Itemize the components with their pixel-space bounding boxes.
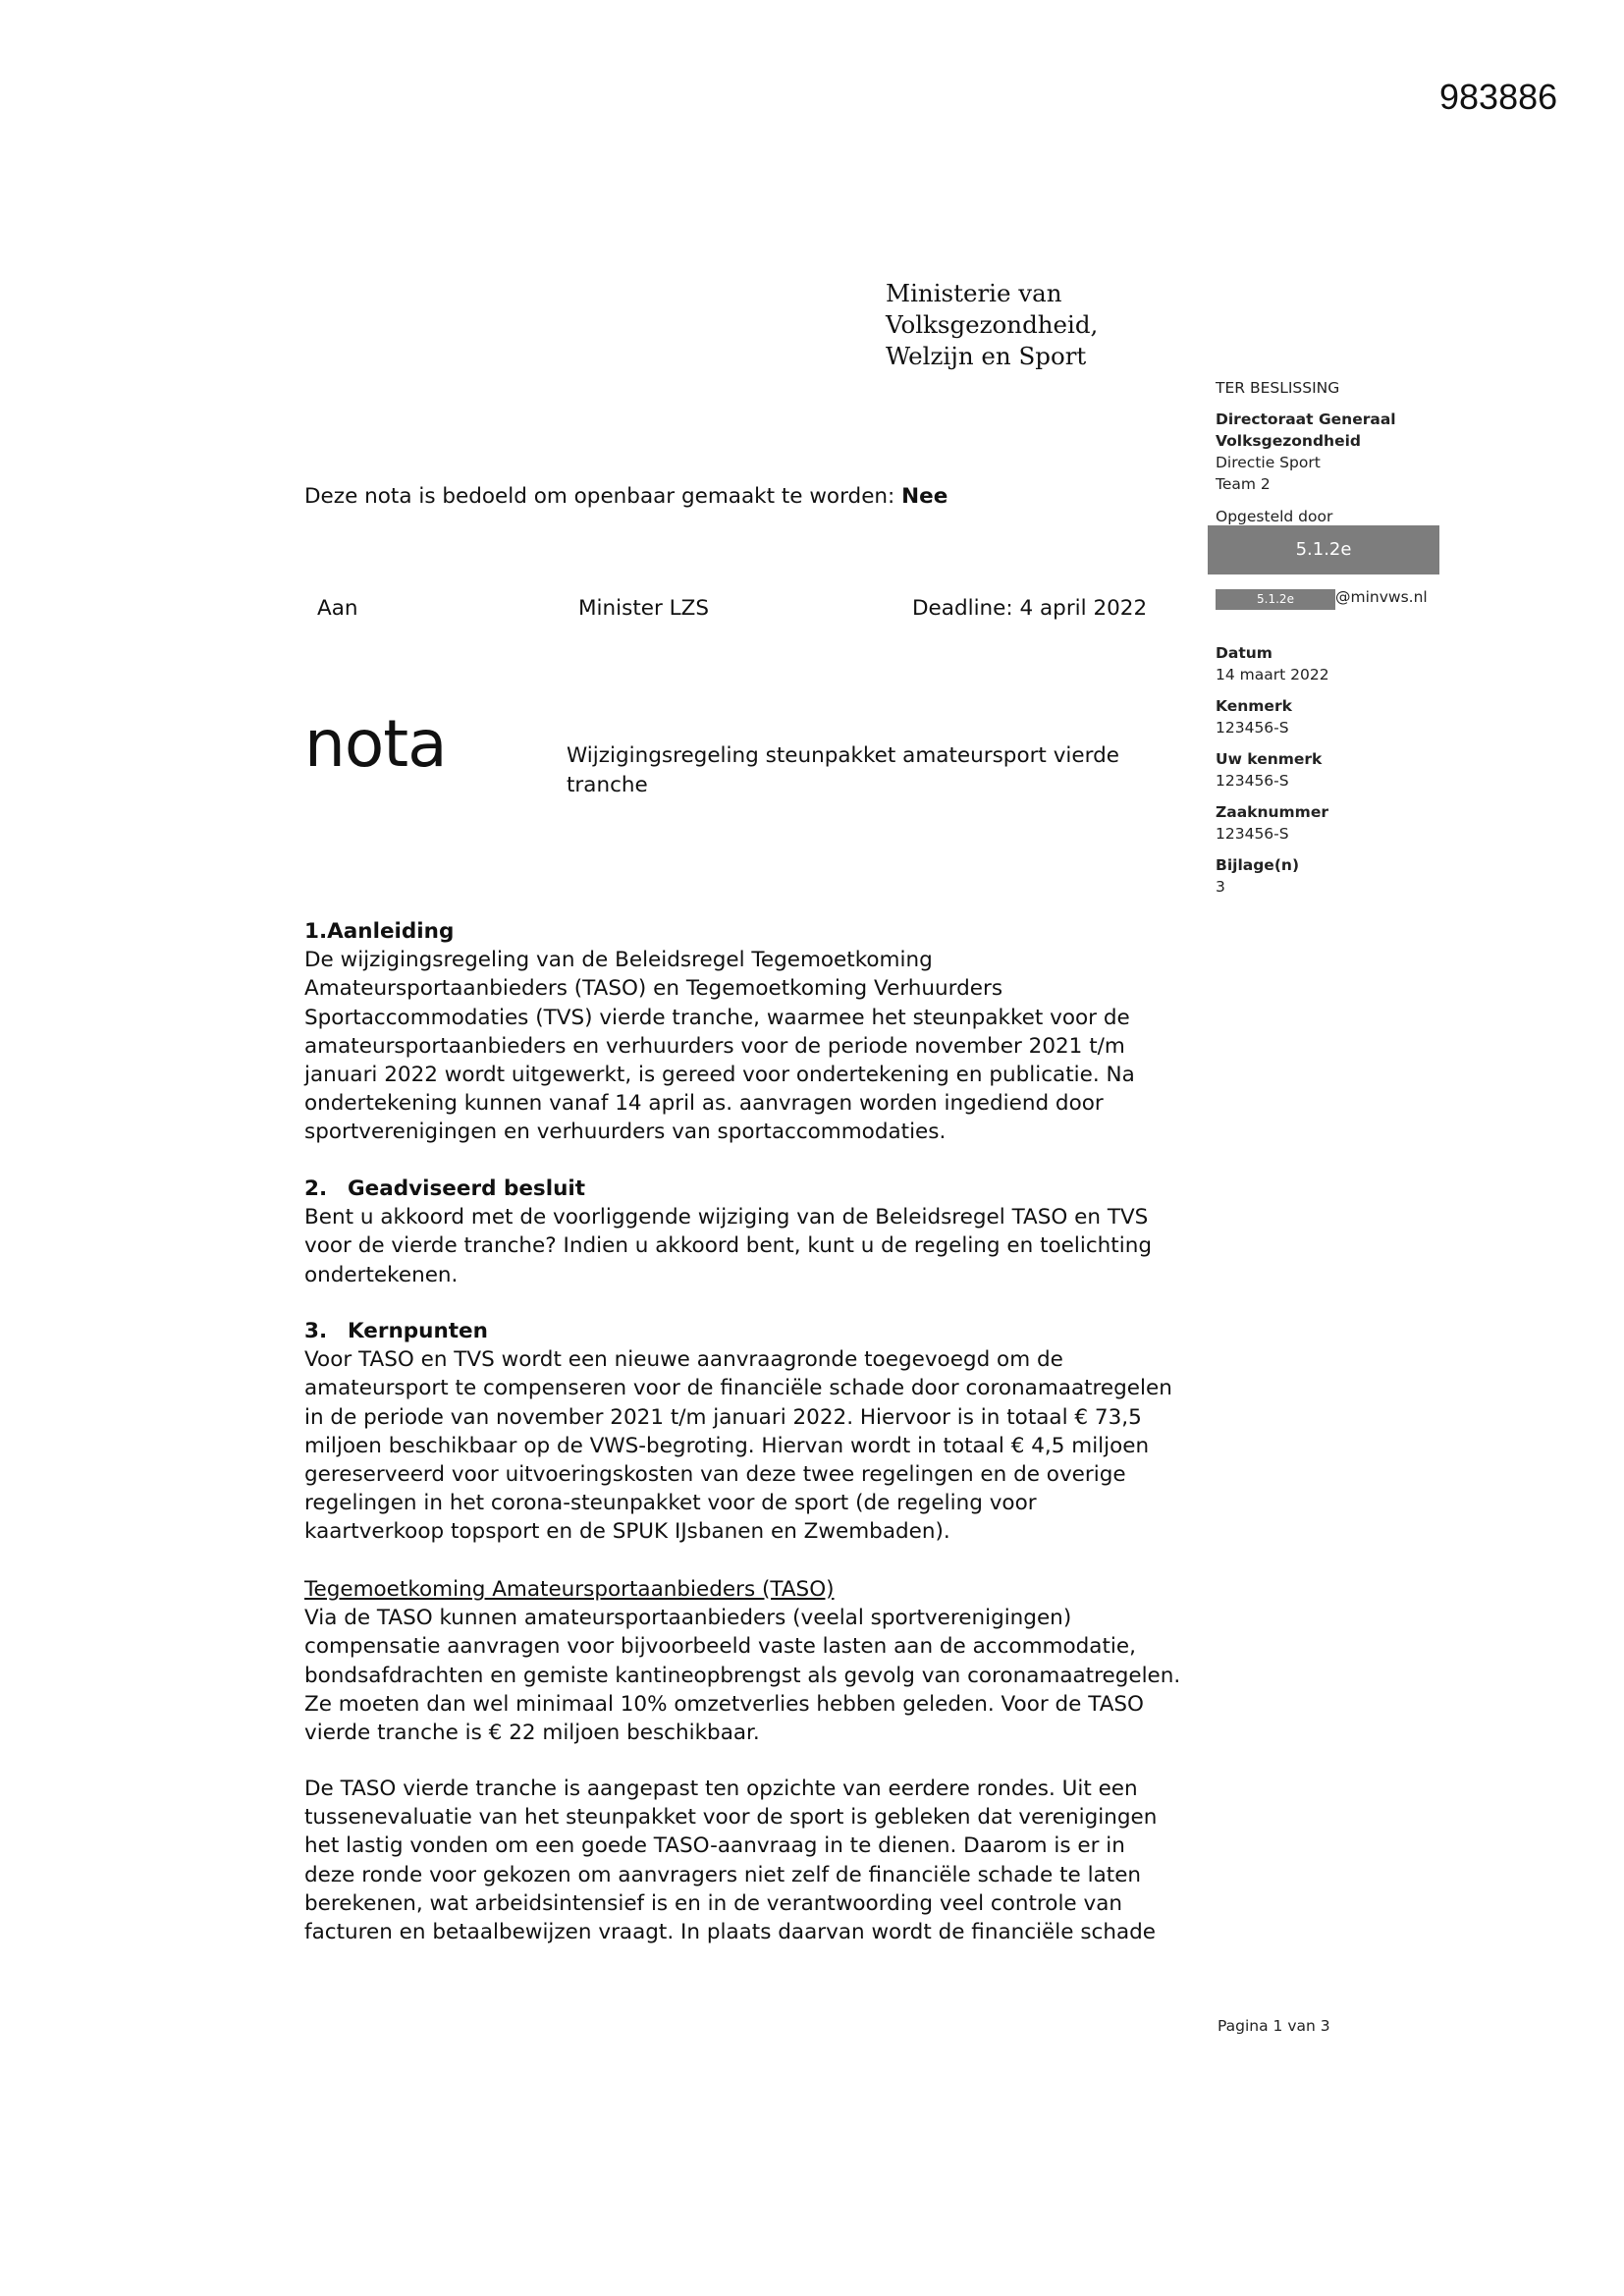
page-number: Pagina 1 van 3: [1218, 2017, 1330, 2035]
meta-reference: [1216, 695, 1451, 738]
section-1-heading: 1.Aanleiding: [304, 919, 455, 944]
date-label: Datum: [1216, 644, 1272, 662]
paragraph-line: deze ronde voor gekozen om aanvragers niet zelf de financiële schade te laten: [304, 1862, 1142, 1887]
deadline: Deadline: 4 april 2022: [912, 596, 1148, 621]
subject-line-1: Wijzigingsregeling steunpakket amateursport vierde: [567, 743, 1119, 768]
date-value: 14 maart 2022: [1216, 666, 1329, 683]
paragraph-line: amateursportaanbieders en verhuurders voor de periode november 2021 t/m: [304, 1033, 1125, 1059]
section-3-title: Kernpunten: [348, 1319, 488, 1343]
section-kernpunten: [304, 1317, 1188, 1547]
paragraph-line: regelingen in het corona-steunpakket voor de sport (de regeling voor: [304, 1491, 1037, 1516]
department-line-2: Volksgezondheid: [1216, 432, 1362, 450]
paragraph-line: in de periode van november 2021 t/m januari 2022. Hiervoor is in totaal € 73,5: [304, 1404, 1142, 1430]
paragraph-line: De wijzigingsregeling van de Beleidsregel Tegemoetkoming: [304, 948, 933, 973]
subsection-taso: [304, 1575, 1188, 1747]
paragraph-line: ondertekening kunnen vanaf 14 april as. aanvragen worden ingediend door: [304, 1091, 1104, 1117]
paragraph-line: tussenevaluatie van het steunpakket voor de sport is gebleken dat verenigingen: [304, 1805, 1158, 1831]
meta-case-number: [1216, 801, 1451, 845]
paragraph-line: vierde tranche is € 22 miljoen beschikbaar.: [304, 1721, 760, 1746]
paragraph-line: het lastig vonden om een goede TASO-aanvraag in te dienen. Daarom is er in: [304, 1833, 1125, 1859]
case-number-value: 123456-S: [1216, 825, 1289, 843]
department-line-4: Team 2: [1216, 475, 1271, 493]
reference-value: 123456-S: [1216, 719, 1289, 737]
paragraph-line: Bent u akkoord met de voorliggende wijziging van de Beleidsregel TASO en TVS: [304, 1205, 1149, 1230]
public-note-value: Nee: [901, 484, 948, 509]
meta-attachments: [1216, 854, 1451, 898]
paragraph-line: januari 2022 wordt uitgewerkt, is gereed voor ondertekening en publicatie. Na: [304, 1063, 1135, 1088]
case-number-label: Zaaknummer: [1216, 803, 1328, 821]
your-reference-value: 123456-S: [1216, 772, 1289, 790]
your-reference-label: Uw kenmerk: [1216, 750, 1323, 768]
ministry-letterhead: [886, 278, 1278, 372]
department-line-1: Directoraat Generaal: [1216, 410, 1396, 428]
paragraph-line: gereserveerd voor uitvoeringskosten van deze twee regelingen en de overige: [304, 1462, 1126, 1488]
taso-heading: Tegemoetkoming Amateursportaanbieders (TASO): [304, 1577, 835, 1602]
section-2-number: 2.: [304, 1176, 328, 1201]
paragraph-line: Sportaccommodaties (TVS) vierde tranche, waarmee het steunpakket voor de: [304, 1005, 1130, 1030]
paragraph-line: Amateursportaanbieders (TASO) en Tegemoetkoming Verhuurders: [304, 976, 1003, 1002]
paragraph-line: Voor TASO en TVS wordt een nieuwe aanvraagronde toegevoegd om de: [304, 1347, 1063, 1373]
taso-paragraph-2: [304, 1775, 1188, 1946]
nota-title: nota: [304, 706, 447, 782]
to-value: Minister LZS: [578, 596, 710, 621]
redaction-block: 5.1.2e: [1208, 525, 1439, 574]
nota-subject: [567, 741, 1156, 800]
prepared-by-label: Opgesteld door: [1216, 508, 1333, 525]
public-note-text: Deze nota is bedoeld om openbaar gemaakt te worden:: [304, 484, 895, 509]
section-geadviseerd-besluit: [304, 1175, 1188, 1289]
paragraph-line: bondsafdrachten en gemiste kantineopbrengst als gevolg van coronamaatregelen.: [304, 1663, 1181, 1688]
paragraph-line: compensatie aanvragen voor bijvoorbeeld vaste lasten aan de accommodatie,: [304, 1634, 1136, 1660]
department-block: [1216, 409, 1451, 495]
ministry-line-2: Welzijn en Sport: [886, 342, 1087, 370]
subject-line-2: tranche: [567, 773, 648, 797]
attachments-value: 3: [1216, 878, 1225, 896]
paragraph-line: miljoen beschikbaar op de VWS-begroting. Hiervan wordt in totaal € 4,5 miljoen: [304, 1433, 1150, 1458]
paragraph-line: De TASO vierde tranche is aangepast ten opzichte van eerdere rondes. Uit een: [304, 1777, 1138, 1801]
status-label: TER BESLISSING: [1216, 379, 1340, 397]
paragraph-line: facturen en betaalbewijzen vraagt. In plaats daarvan wordt de financiële schade: [304, 1920, 1157, 1945]
paragraph-line: ondertekenen.: [304, 1262, 459, 1287]
department-line-3: Directie Sport: [1216, 454, 1321, 471]
paragraph-line: kaartverkoop topsport en de SPUK IJsbanen en Zwembaden).: [304, 1519, 950, 1545]
attachments-label: Bijlage(n): [1216, 856, 1300, 874]
meta-your-reference: [1216, 748, 1451, 792]
reference-label: Kenmerk: [1216, 697, 1292, 715]
paragraph-line: sportverenigingen en verhuurders van sportaccommodaties.: [304, 1120, 947, 1145]
redaction-email: 5.1.2e: [1216, 589, 1335, 610]
section-2-title: Geadviseerd besluit: [348, 1176, 586, 1201]
ministry-line-1: Ministerie van Volksgezondheid,: [886, 279, 1099, 339]
public-note: [304, 484, 947, 509]
paragraph-line: Ze moeten dan wel minimaal 10% omzetverlies hebben geleden. Voor de TASO: [304, 1691, 1144, 1717]
paragraph-line: berekenen, wat arbeidsintensief is en in de verantwoording veel controle van: [304, 1890, 1122, 1916]
to-label: Aan: [317, 596, 358, 621]
document-number: 983886: [1439, 77, 1558, 117]
paragraph-line: Via de TASO kunnen amateursportaanbieders (veelal sportverenigingen): [304, 1606, 1072, 1631]
section-2-heading: [304, 1175, 1188, 1203]
section-aanleiding: [304, 917, 1188, 1147]
section-3-number: 3.: [304, 1319, 328, 1343]
paragraph-line: amateursport te compenseren voor de financiële schade door coronamaatregelen: [304, 1376, 1172, 1401]
paragraph-line: voor de vierde tranche? Indien u akkoord bent, kunt u de regeling en toelichting: [304, 1233, 1152, 1259]
section-3-heading: [304, 1317, 1188, 1345]
email-suffix: @minvws.nl: [1335, 588, 1428, 606]
meta-date: [1216, 642, 1451, 685]
